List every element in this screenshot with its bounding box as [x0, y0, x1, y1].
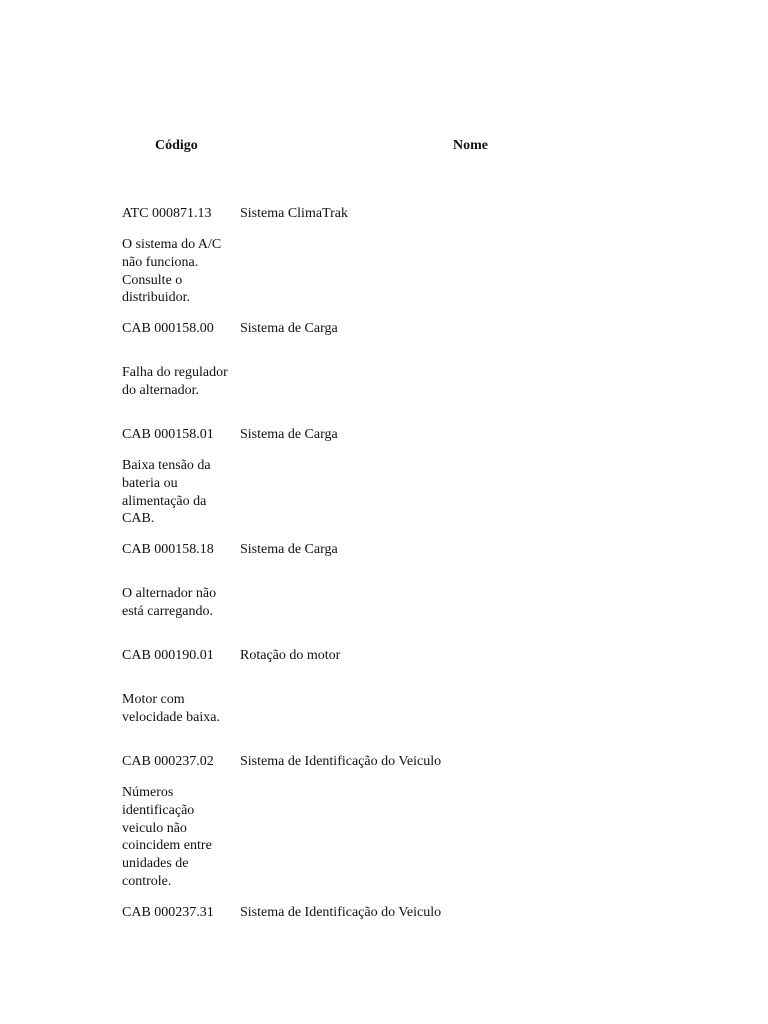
description-line: O alternador não [122, 586, 217, 601]
column-header-name: Nome [453, 138, 488, 153]
entry-description [122, 236, 240, 307]
description-line: controle. [122, 873, 172, 889]
entry-name: Sistema de Carga [240, 321, 338, 336]
description-line: alimentação da [122, 493, 207, 509]
description-line: veiculo não [122, 820, 187, 836]
description-line: não funciona. [122, 254, 199, 270]
entry-name: Sistema de Carga [240, 427, 338, 442]
description-line: O sistema do A/C [122, 237, 222, 252]
entry-name: Rotação do motor [240, 648, 341, 663]
description-line: velocidade baixa. [122, 709, 220, 725]
description-line: distribuidor. [122, 290, 191, 306]
entry-code: CAB 000237.31 [122, 905, 214, 920]
description-line: unidades de [122, 856, 189, 872]
entry-name: Sistema de Identificação do Veiculo [240, 905, 442, 920]
entry-description [122, 457, 240, 528]
entry-code: CAB 000237.02 [122, 754, 214, 769]
entry-name: Sistema de Carga [240, 542, 338, 557]
column-header-code: Código [155, 138, 198, 153]
description-line: identificação [122, 802, 195, 818]
description-line: está carregando. [122, 603, 213, 619]
entry-code: CAB 000190.01 [122, 648, 214, 663]
entry-code: CAB 000158.01 [122, 427, 214, 442]
entry-description [122, 784, 240, 891]
entry-code: CAB 000158.18 [122, 542, 214, 557]
description-line: Consulte o [122, 272, 183, 288]
entry-description [122, 364, 240, 400]
description-line: coincidem entre [122, 838, 212, 854]
entry-name: Sistema ClimaTrak [240, 206, 348, 221]
description-line: do alternador. [122, 382, 199, 398]
description-line: Baixa tensão da [122, 458, 211, 473]
entry-code: ATC 000871.13 [122, 206, 212, 221]
description-line: bateria ou [122, 475, 178, 491]
entry-description [122, 585, 240, 621]
description-line: Falha do regulador [122, 365, 228, 380]
entry-code: CAB 000158.00 [122, 321, 214, 336]
entry-name: Sistema de Identificação do Veiculo [240, 754, 442, 769]
description-line: CAB. [122, 511, 155, 527]
description-line: Números [122, 785, 174, 800]
entry-description [122, 691, 240, 727]
description-line: Motor com [122, 692, 185, 707]
